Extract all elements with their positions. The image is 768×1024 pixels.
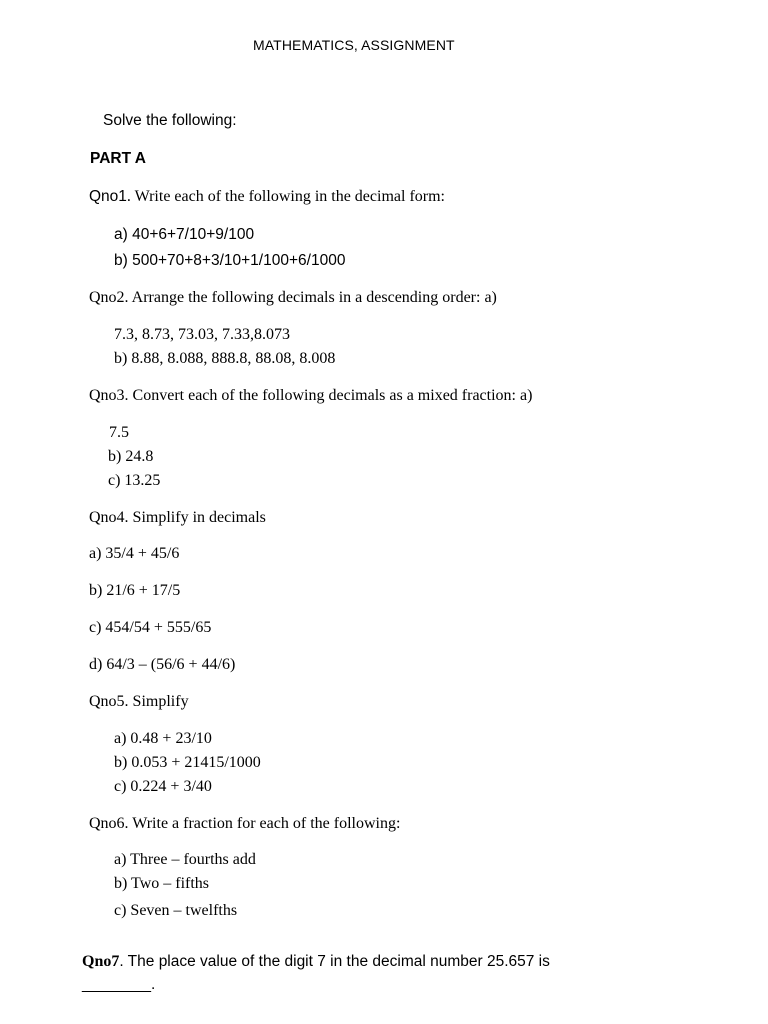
question-3-part-b: b) 24.8: [108, 448, 154, 465]
document-title: MATHEMATICS, ASSIGNMENT: [253, 37, 455, 53]
question-2: Qno2. Arrange the following decimals in a descending order: a): [89, 289, 497, 306]
question-4-part-b: b) 21/6 + 17/5: [89, 582, 181, 599]
question-6-part-c: c) Seven – twelfths: [114, 902, 238, 919]
question-5-part-b: b) 0.053 + 21415/1000: [114, 754, 261, 771]
question-3-part-a: 7.5: [109, 424, 129, 441]
question-3-part-c: c) 13.25: [108, 472, 161, 489]
question-4-part-d: d) 64/3 – (56/6 + 44/6): [89, 656, 236, 673]
question-1-part-a: a) 40+6+7/10+9/100: [114, 226, 255, 243]
question-5: Qno5. Simplify: [89, 693, 189, 710]
question-4-part-c: c) 454/54 + 555/65: [89, 619, 212, 636]
question-4: Qno4. Simplify in decimals: [89, 509, 266, 526]
question-1-part-b: b) 500+70+8+3/10+1/100+6/1000: [114, 252, 346, 269]
part-heading: PART A: [90, 150, 146, 167]
question-5-part-c: c) 0.224 + 3/40: [114, 778, 212, 795]
question-7-blank: ________.: [82, 976, 156, 993]
question-6-part-a: a) Three – fourths add: [114, 851, 256, 868]
question-6: Qno6. Write a fraction for each of the following:: [89, 815, 401, 832]
question-1-text: . Write each of the following in the decimal form:: [126, 188, 445, 205]
question-2-part-a: 7.3, 8.73, 73.03, 7.33,8.073: [114, 326, 290, 343]
question-5-part-a: a) 0.48 + 23/10: [114, 730, 212, 747]
question-2-part-b: b) 8.88, 8.088, 888.8, 88.08, 8.008: [114, 350, 336, 367]
question-7-text: . The place value of the digit 7 in the decimal number 25.657 is: [119, 953, 550, 970]
question-6-part-b: b) Two – fifths: [114, 875, 210, 892]
question-3: Qno3. Convert each of the following decimals as a mixed fraction: a): [89, 387, 533, 404]
question-4-part-a: a) 35/4 + 45/6: [89, 545, 180, 562]
question-7-number: Qno7: [82, 953, 120, 970]
question-1-number: Qno1: [89, 188, 127, 205]
question-1: [89, 188, 445, 206]
instruction-text: Solve the following:: [103, 112, 237, 129]
question-7: [82, 953, 550, 971]
